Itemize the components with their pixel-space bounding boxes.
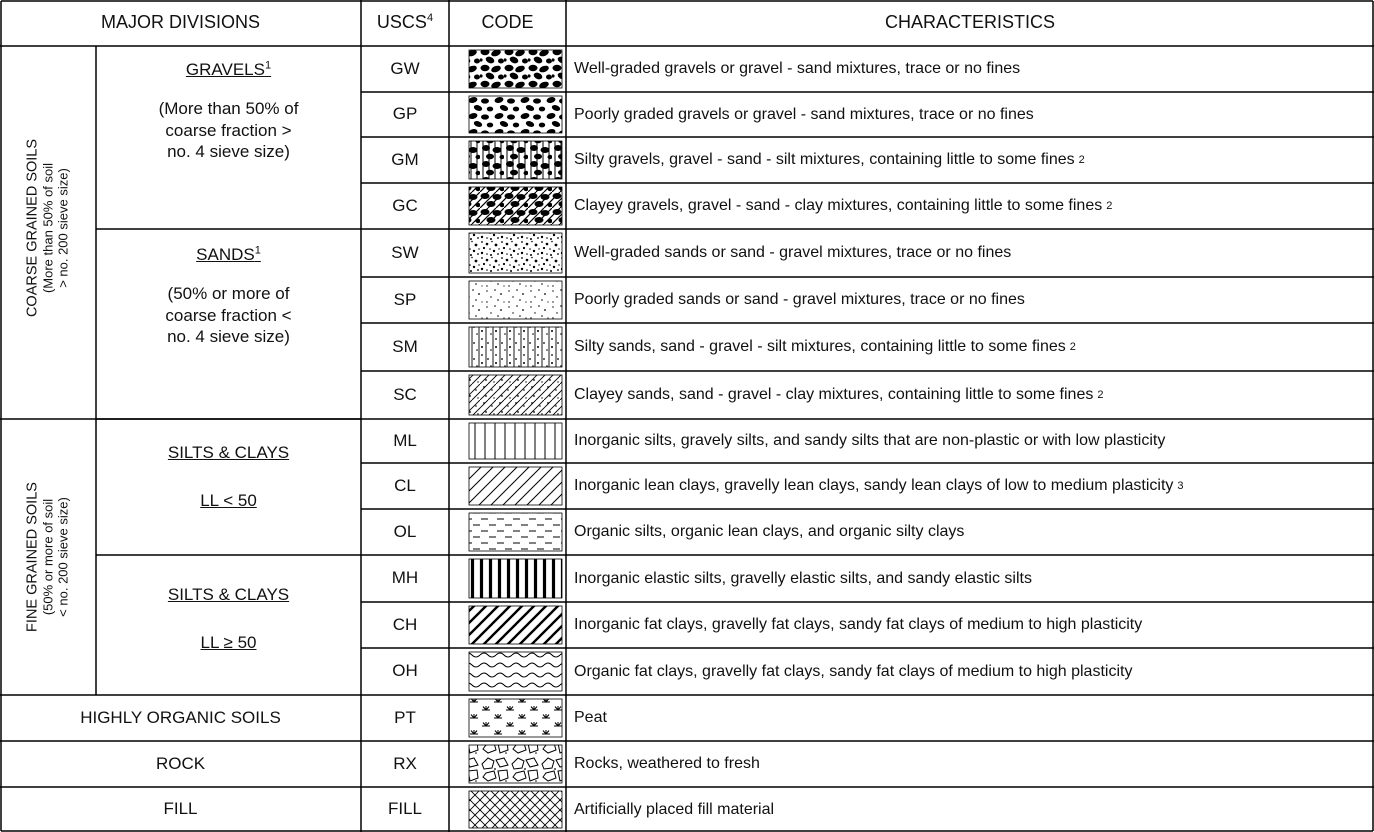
group-coarse-desc-2: > no. 200 sieve size) (55, 168, 71, 288)
pattern-swatch-rx (469, 745, 562, 783)
header-characteristics (566, 0, 1374, 46)
characteristics-text: Organic silts, organic lean clays, and organic silty clays (574, 523, 965, 541)
uscs-code-ch: CH (392, 614, 418, 634)
subgroup-gravels-desc-2: coarse fraction > (165, 120, 292, 140)
group-fine-desc-1: (50% or more of soil (40, 498, 56, 616)
characteristics-fill (566, 787, 1374, 832)
characteristics-sp (566, 277, 1374, 323)
uscs-code-sp: SP (393, 289, 417, 309)
header-code (449, 0, 566, 46)
pattern-swatch-gc (469, 187, 562, 225)
characteristics-text: Well-graded gravels or gravel - sand mixtures, trace or no fines (574, 60, 1021, 78)
subgroup-gravels-title (186, 60, 271, 80)
characteristics-rx (566, 741, 1374, 787)
subgroup-sands (96, 229, 361, 419)
pattern-swatch-gw (469, 50, 562, 88)
division-pt: HIGHLY ORGANIC SOILS (80, 707, 281, 727)
characteristics-text: Organic fat clays, gravelly fat clays, sandy fat clays of medium to high plasticity (574, 662, 1133, 680)
characteristics-gc: Clayey gravels, gravel - sand - clay mixtures, containing little to some fines 2 (574, 197, 1113, 215)
uscs-code-rx: RX (393, 753, 417, 773)
subgroup-gravels (96, 46, 361, 229)
pattern-swatch-sp (469, 281, 562, 319)
subgroup-gravels-desc-1: (More than 50% of (158, 99, 299, 119)
uscs-code-sc: SC (393, 384, 417, 404)
uscs-code-cl: CL (394, 475, 416, 495)
subgroup-silts-high-limit: LL ≥ 50 (200, 633, 257, 653)
uscs-code-oh: OH (392, 661, 418, 681)
uscs-code-sm: SM (392, 336, 418, 356)
characteristics-ol (566, 509, 1374, 555)
uscs-code-gw: GW (390, 58, 420, 78)
pattern-swatch-ol (469, 513, 562, 551)
header-uscs-label (377, 12, 433, 34)
characteristics-text: Inorganic silts, gravely silts, and sandy silts that are non-plastic or with low plasticity (574, 432, 1166, 450)
group-label-coarse (25, 139, 72, 317)
header-uscs (361, 0, 449, 46)
pattern-swatch-pt (469, 699, 562, 737)
header-major-divisions (0, 0, 361, 46)
group-label-fine (25, 482, 72, 632)
subgroup-silts-low-limit: LL < 50 (200, 491, 257, 511)
pattern-swatch-sw (469, 233, 562, 273)
characteristics-text: Well-graded sands or sand - gravel mixtures, trace or no fines (574, 244, 1012, 262)
uscs-code-sw: SW (391, 242, 419, 262)
subgroup-sands-title-text: SANDS (196, 245, 255, 264)
uscs-code-gc: GC (392, 195, 418, 215)
characteristics-ml (566, 419, 1374, 463)
characteristics-pt (566, 695, 1374, 741)
uscs-code-pt: PT (394, 707, 416, 727)
pattern-swatch-fill (469, 791, 562, 828)
characteristics-text: Clayey gravels, gravel - sand - clay mixtures, containing little to some fines (574, 197, 1103, 215)
subgroup-sands-title (196, 245, 261, 265)
characteristics-text: Artificially placed fill material (574, 800, 775, 818)
characteristics-sc: Clayey sands, sand - gravel - clay mixtures, containing little to some fines 2 (574, 386, 1104, 404)
characteristics-text: Inorganic lean clays, gravelly lean clays, sandy lean clays of low to medium plasticity (574, 477, 1174, 495)
characteristics-sw (566, 229, 1374, 277)
subgroup-sands-desc-1: (50% or more of (167, 284, 290, 304)
group-coarse-title: COARSE GRAINED SOILS (24, 138, 41, 318)
header-uscs-text: USCS (376, 12, 427, 33)
subgroup-sands-footnote: 1 (254, 244, 261, 257)
pattern-swatch-ml (469, 423, 562, 459)
pattern-swatch-gm (469, 141, 562, 179)
subgroup-silts-clays-low (96, 419, 361, 555)
pattern-swatch-gp (469, 96, 562, 133)
division-fill: FILL (163, 799, 198, 819)
pattern-swatch-mh (469, 559, 562, 598)
subgroup-sands-desc-3: no. 4 sieve size) (167, 326, 290, 346)
pattern-swatch-cl (469, 467, 562, 505)
characteristics-ch (566, 602, 1374, 648)
pattern-swatch-sc (469, 375, 562, 415)
characteristics-gp (566, 92, 1374, 137)
uscs-code-mh: MH (391, 568, 419, 588)
pattern-swatch-ch (469, 606, 562, 644)
group-coarse-desc-1: (More than 50% of soil (40, 162, 56, 294)
characteristics-text: Silty sands, sand - gravel - silt mixtures, containing little to some fines (574, 338, 1066, 356)
pattern-swatch-oh (469, 652, 562, 691)
characteristics-text: Inorganic fat clays, gravelly fat clays, sandy fat clays of medium to high plasticity (574, 616, 1143, 634)
characteristics-cl: Inorganic lean clays, gravelly lean clays, sandy lean clays of low to medium plasticity 3 (574, 477, 1184, 495)
subgroup-silts-clays-high (96, 555, 361, 695)
header-characteristics-label: CHARACTERISTICS (884, 12, 1055, 33)
uscs-code-gm: GM (391, 149, 419, 169)
characteristics-text: Inorganic elastic silts, gravelly elastic silts, and sandy elastic silts (574, 569, 1032, 587)
characteristics-text: Poorly graded sands or sand - gravel mixtures, trace or no fines (574, 291, 1025, 309)
characteristics-sm: Silty sands, sand - gravel - silt mixtures, containing little to some fines 2 (574, 338, 1076, 356)
uscs-code-ol: OL (393, 521, 417, 541)
subgroup-gravels-title-text: GRAVELS (185, 60, 265, 79)
group-fine-desc-2: < no. 200 sieve size) (55, 497, 71, 617)
characteristics-gw (566, 46, 1374, 92)
header-major-divisions-label: MAJOR DIVISIONS (100, 12, 261, 33)
characteristics-mh (566, 555, 1374, 602)
subgroup-silts-high-title: SILTS & CLAYS (167, 585, 290, 604)
subgroup-sands-desc-2: coarse fraction < (165, 305, 292, 325)
characteristics-oh (566, 648, 1374, 695)
division-rx: ROCK (155, 753, 206, 773)
subgroup-gravels-footnote: 1 (264, 59, 272, 72)
header-code-label: CODE (481, 12, 534, 33)
characteristics-text: Silty gravels, gravel - sand - silt mixtures, containing little to some fines (574, 151, 1075, 169)
characteristics-text: Rocks, weathered to fresh (574, 755, 760, 773)
characteristics-gm: Silty gravels, gravel - sand - silt mixtures, containing little to some fines 2 (574, 151, 1085, 169)
uscs-code-gp: GP (392, 104, 418, 124)
uscs-code-fill: FILL (387, 799, 423, 819)
subgroup-silts-low-title: SILTS & CLAYS (167, 443, 290, 462)
characteristics-text: Poorly graded gravels or gravel - sand mixtures, trace or no fines (574, 105, 1034, 123)
uscs-code-ml: ML (393, 430, 417, 450)
group-fine-title: FINE GRAINED SOILS (24, 482, 41, 632)
header-uscs-footnote: 4 (426, 12, 434, 25)
pattern-swatch-sm (469, 327, 562, 367)
characteristics-text: Clayey sands, sand - gravel - clay mixtures, containing little to some fines (574, 386, 1094, 404)
subgroup-gravels-desc-3: no. 4 sieve size) (167, 141, 290, 161)
characteristics-text: Peat (574, 709, 607, 727)
